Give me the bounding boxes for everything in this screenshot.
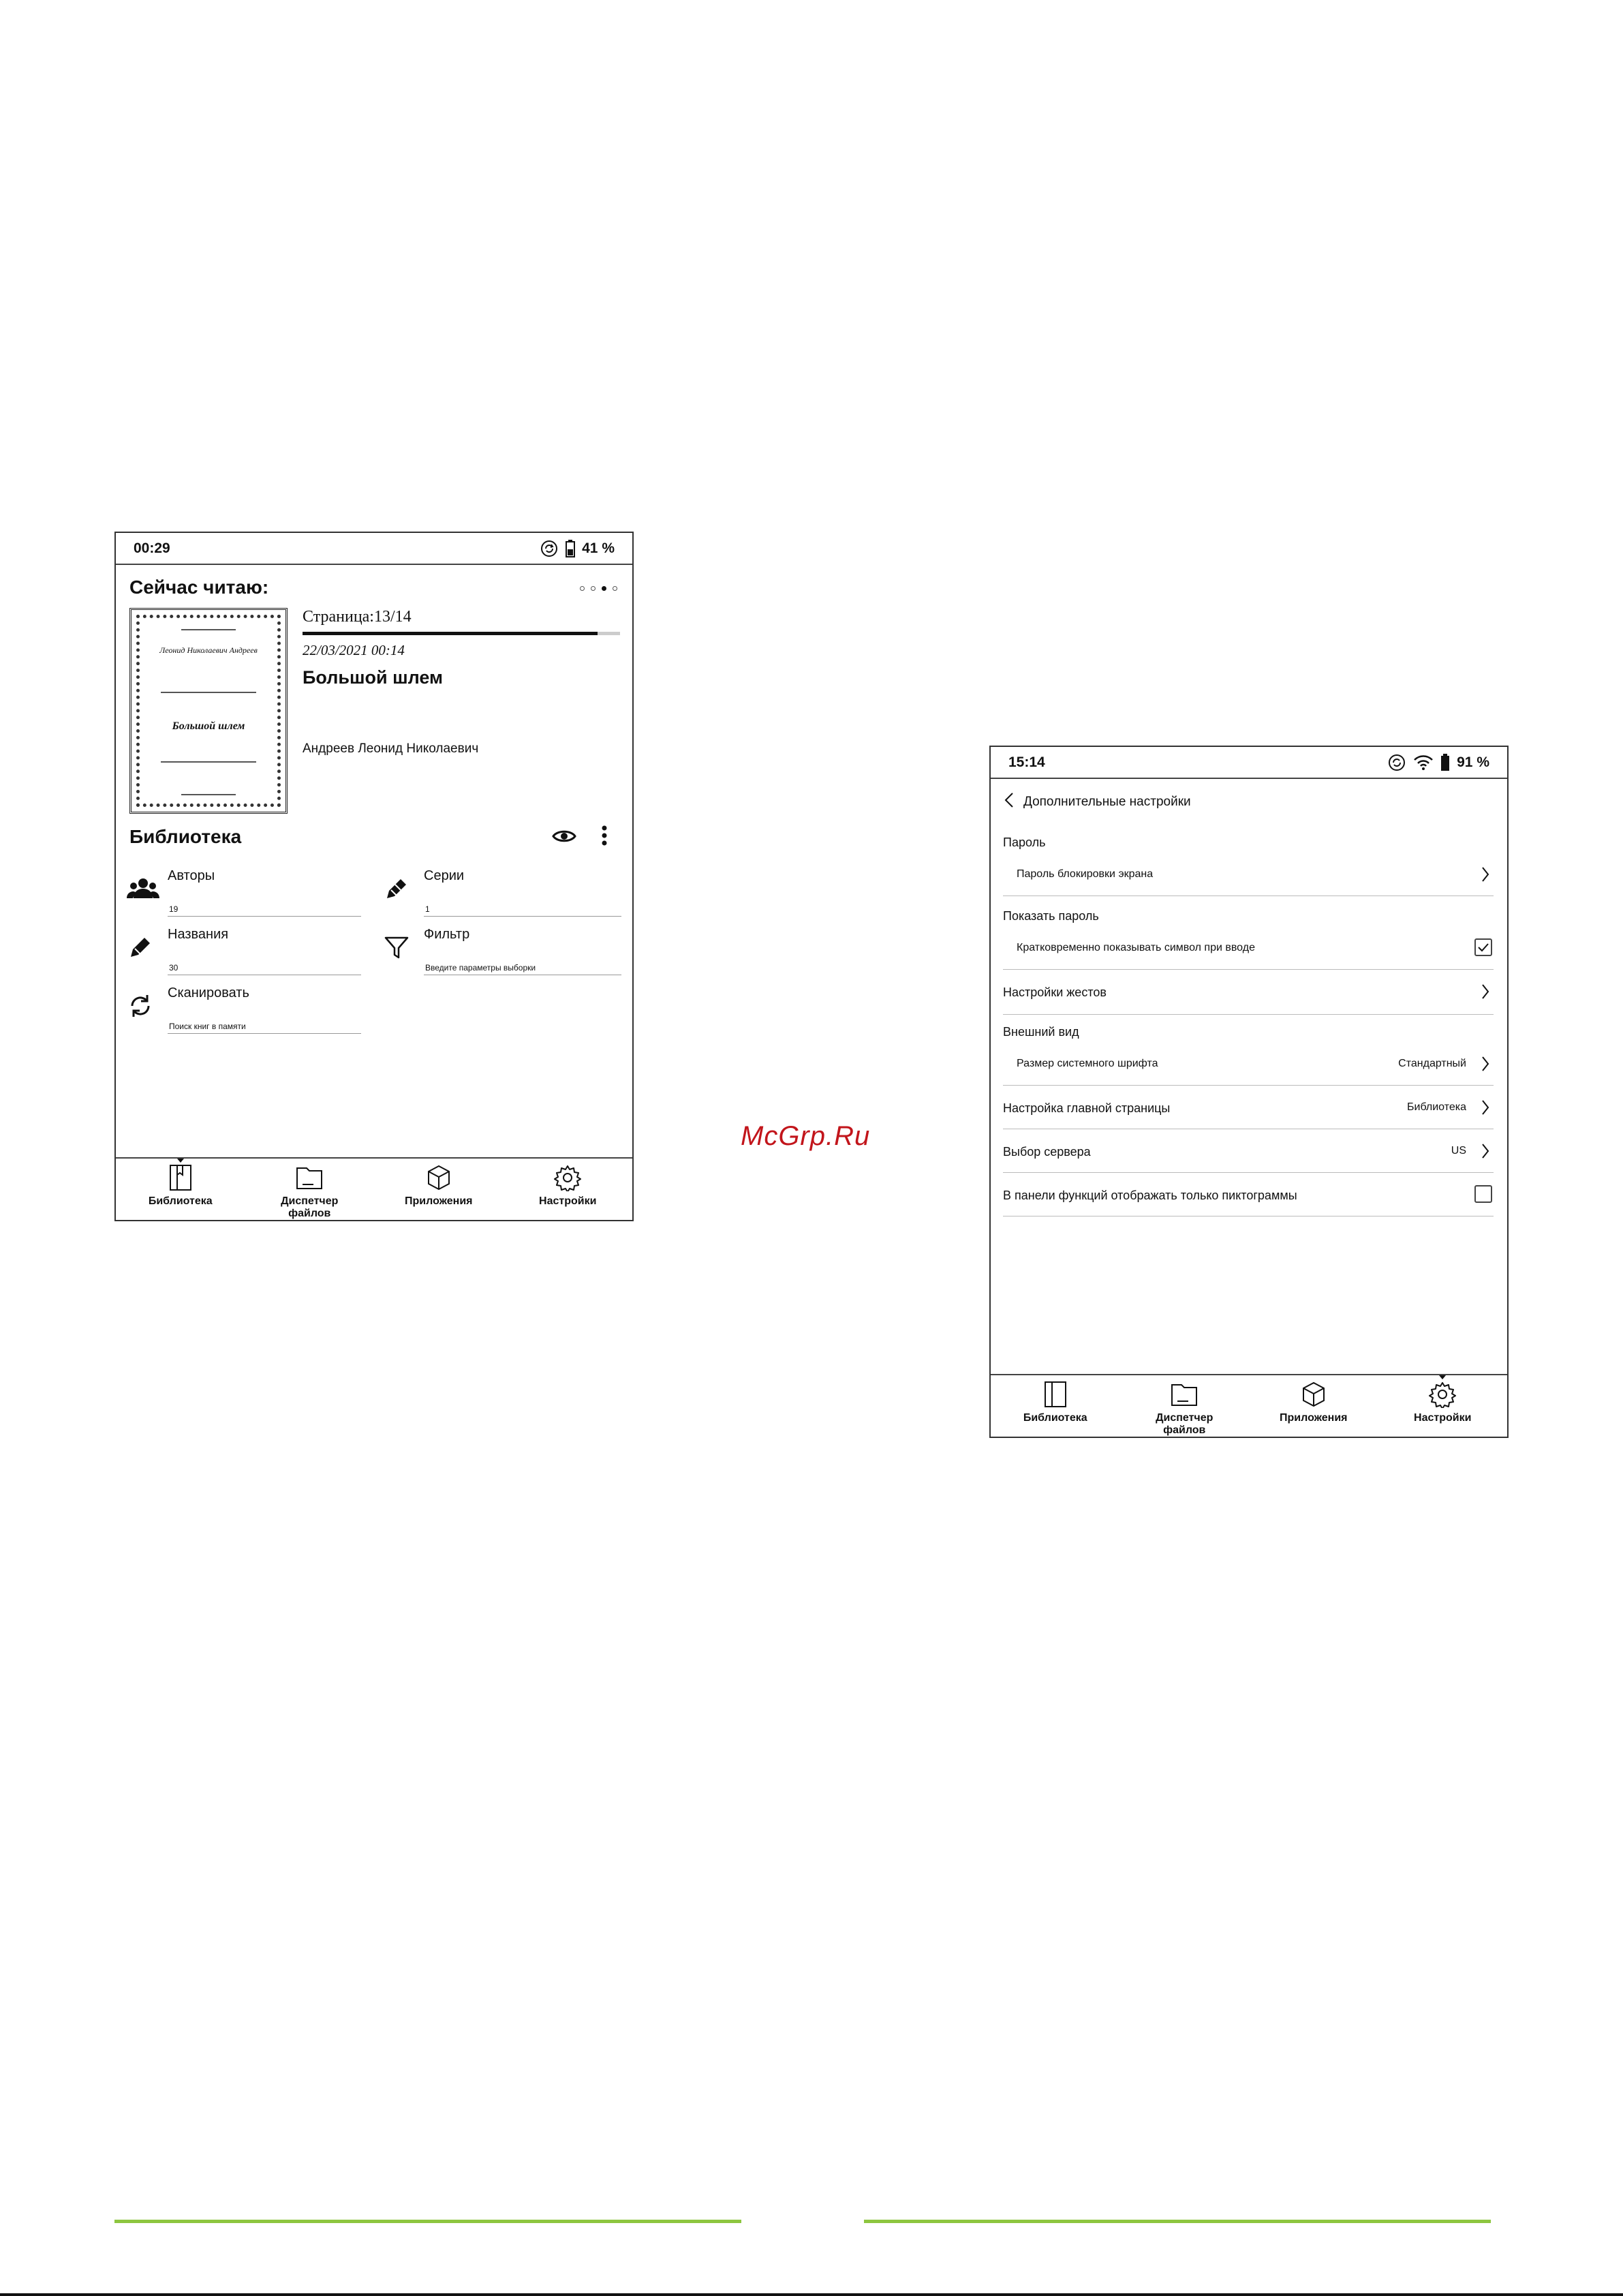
back-icon[interactable] [1004,792,1014,812]
cover-author: Леонид Николаевич Андреев [159,645,258,655]
row-font-size[interactable] [1003,1058,1494,1086]
row-lock-password-label: Пароль блокировки экрана [1017,868,1154,880]
tab-file-manager[interactable] [1120,1375,1250,1437]
library-filter[interactable] [383,927,621,979]
advanced-settings-screen [989,746,1509,1438]
library-titles[interactable] [127,927,361,979]
bottom-nav [991,1374,1507,1437]
wifi-icon [1413,754,1434,771]
tab-settings-label: Настройки [539,1195,597,1207]
library-icon [169,1164,192,1191]
refresh-icon [127,992,154,1023]
chevron-right-icon [1481,983,1489,1003]
show-symbol-checkbox[interactable] [1474,938,1492,956]
page-title: Дополнительные настройки [1023,795,1191,809]
watermark: McGrp.Ru [741,1121,871,1151]
more-vert-icon[interactable] [601,825,608,850]
library-scan-hint: Поиск книг в памяти [169,1022,246,1031]
battery-percent: 91 % [1457,754,1489,770]
tab-settings[interactable] [1378,1375,1508,1437]
tab-library-label: Библиотека [148,1195,213,1207]
library-titles-count: 30 [169,963,179,973]
folder-icon [1171,1381,1198,1408]
row-server[interactable] [1003,1145,1494,1173]
tab-settings-label: Настройки [1414,1412,1472,1424]
row-home-page[interactable] [1003,1101,1494,1129]
library-series-count: 1 [425,904,430,914]
tab-file-manager[interactable] [245,1159,375,1220]
row-server-value: US [1451,1145,1466,1157]
row-home-page-value: Библиотека [1407,1101,1466,1113]
reading-progress-fill [303,632,598,635]
pencil-icon [127,934,154,964]
status-time: 15:14 [1008,754,1045,770]
tab-library-label: Библиотека [1023,1412,1087,1424]
section-password: Пароль [1003,836,1046,849]
library-icon [1044,1381,1067,1408]
page-counter: Страница:13/14 [303,608,412,626]
last-read-date: 22/03/2021 00:14 [303,642,405,658]
library-series[interactable] [383,868,621,920]
footer-rule-left [114,2220,741,2223]
chevron-right-icon [1481,1143,1489,1163]
folder-icon [296,1164,323,1191]
status-bar [116,533,632,565]
cube-icon [425,1164,452,1191]
page-dot[interactable] [613,586,617,591]
library-authors[interactable] [127,868,361,920]
people-icon [127,875,159,906]
page-dot[interactable] [580,586,585,591]
page-indicator[interactable] [580,586,617,591]
book-title[interactable]: Большой шлем [303,667,444,688]
sync-icon[interactable] [540,539,559,558]
cover-title: Большой шлем [172,720,245,732]
reading-progress-bar [303,632,620,635]
now-reading-title: Сейчас читаю: [129,577,269,598]
tab-settings[interactable] [504,1159,633,1220]
eye-icon[interactable] [552,829,576,847]
tab-library[interactable] [116,1159,245,1220]
library-home-screen [114,532,634,1221]
page-dot[interactable] [591,586,596,591]
row-gestures[interactable] [1003,985,1494,1015]
library-authors-count: 19 [169,904,179,914]
row-home-page-label: Настройка главной страницы [1003,1101,1171,1115]
book-author: Андреев Леонид Николаевич [303,741,479,756]
library-title: Библиотека [129,826,242,847]
library-filter-label: Фильтр [424,927,470,942]
gear-icon [1429,1381,1456,1408]
row-gestures-label: Настройки жестов [1003,985,1107,999]
row-icons-only[interactable] [1003,1189,1494,1216]
tab-apps-label: Приложения [1280,1412,1348,1424]
tab-apps[interactable] [374,1159,504,1220]
battery-percent: 41 % [582,540,615,556]
check-icon [1476,940,1491,955]
battery-icon [566,540,575,557]
tab-apps-label: Приложения [405,1195,473,1207]
battery-icon [1440,754,1450,771]
filter-icon [383,934,410,964]
row-lock-password[interactable] [1003,868,1494,896]
row-font-size-label: Размер системного шрифта [1017,1058,1158,1069]
library-filter-hint: Введите параметры выборки [425,963,536,973]
row-font-size-value: Стандартный [1398,1058,1466,1069]
status-bar [991,747,1507,779]
chevron-right-icon [1481,1056,1489,1075]
icons-only-checkbox[interactable] [1474,1185,1492,1203]
row-show-symbol-label: Кратковременно показывать символ при вводе [1017,942,1255,953]
page-bottom-rule [0,2293,1623,2296]
library-titles-label: Названия [168,927,229,942]
tab-apps[interactable] [1249,1375,1378,1437]
library-series-label: Серии [424,868,465,883]
tab-library[interactable] [991,1375,1120,1437]
sync-icon[interactable] [1387,753,1406,772]
tab-files-label-2: файлов [1163,1424,1206,1436]
page-header [1004,792,1191,812]
library-authors-label: Авторы [168,868,215,883]
library-scan-label: Сканировать [168,985,249,1000]
tab-files-label-2: файлов [288,1208,331,1219]
tab-files-label-1: Диспетчер [281,1195,339,1207]
footer-rule-right [864,2220,1491,2223]
tab-files-label-1: Диспетчер [1156,1412,1214,1424]
book-cover[interactable] [129,608,288,814]
section-show-password: Показать пароль [1003,909,1099,923]
section-appearance: Внешний вид [1003,1025,1079,1039]
pencil-icon [383,875,410,906]
cube-icon [1300,1381,1327,1408]
row-server-label: Выбор сервера [1003,1145,1091,1159]
bottom-nav [116,1157,632,1220]
row-icons-only-label: В панели функций отображать только пиктограммы [1003,1189,1297,1202]
row-show-symbol[interactable] [1003,942,1494,970]
library-scan[interactable] [127,985,361,1037]
chevron-right-icon [1481,866,1489,886]
chevron-right-icon [1481,1099,1489,1119]
gear-icon [554,1164,581,1191]
page-dot[interactable] [602,586,606,591]
status-time: 00:29 [134,540,170,556]
